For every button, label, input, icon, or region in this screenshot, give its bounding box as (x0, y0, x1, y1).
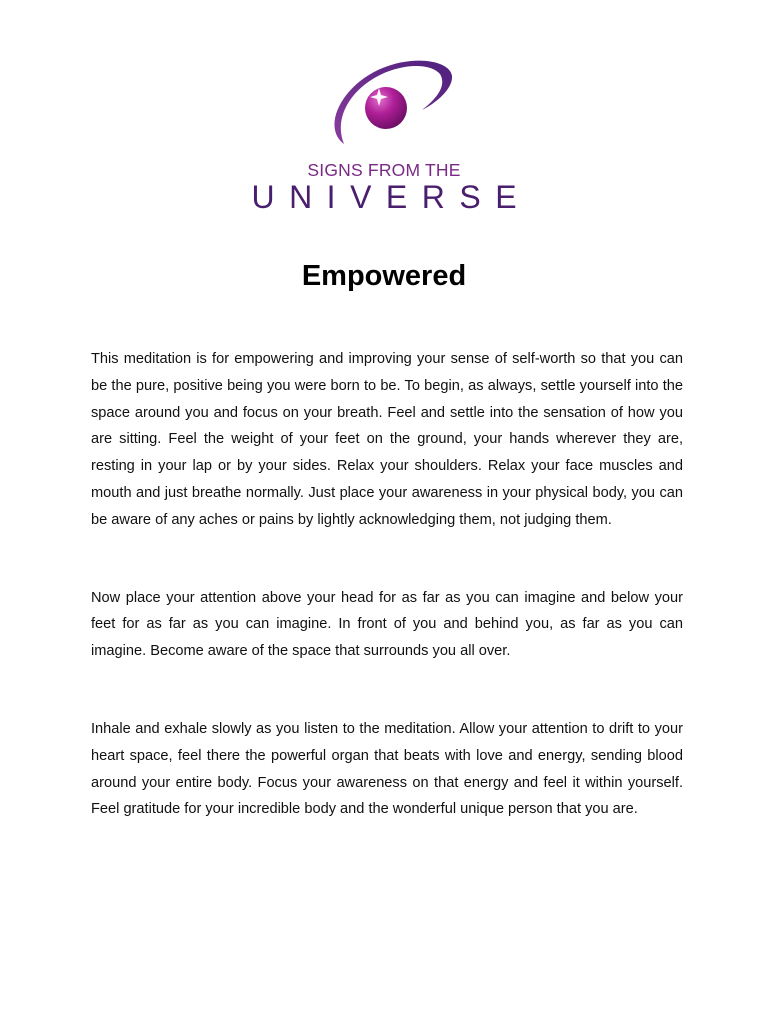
paragraph-attention: Now place your attention above your head for as far as you can imagine and below your feet for as far as you can imagine. In front of you and behind you, as far as you can imagine. Become aware of the space that surrounds you all over. (91, 589, 683, 660)
signs-from-the-universe-logo (0, 58, 768, 218)
planet-orbit-logo-icon (326, 58, 456, 148)
document-body (91, 346, 683, 823)
paragraph-intro: This meditation is for empowering and improving your sense of self-worth so that you can be the pure, positive being you were born to be. To begin, as always, settle yourself into the space around you and focus on your breath. Feel and settle into the sensation of how you are sitting. Feel the weight of your feet on the ground, your hands wherever they are, resting in your lap or by your sides. Relax your shoulders. Relax your face muscles and mouth and just breathe normally. Just place your awareness in your physical body, you can be aware of any aches or pains by lightly acknowledging them, not judging them. (91, 351, 683, 528)
logo-text-top: SIGNS FROM THE (307, 160, 461, 180)
paragraph-breathing: Inhale and exhale slowly as you listen to the meditation. Allow your attention to drift to your heart space, feel there the powerful organ that beats with love and energy, sending blood around your entire body. Focus your awareness on that energy and feel it within yourself. Feel gratitude for your incredible body and the wonderful unique person that you are. (91, 720, 683, 818)
document-title: Empowered (301, 260, 467, 292)
logo-text-bottom: UNIVERSE (251, 179, 532, 215)
